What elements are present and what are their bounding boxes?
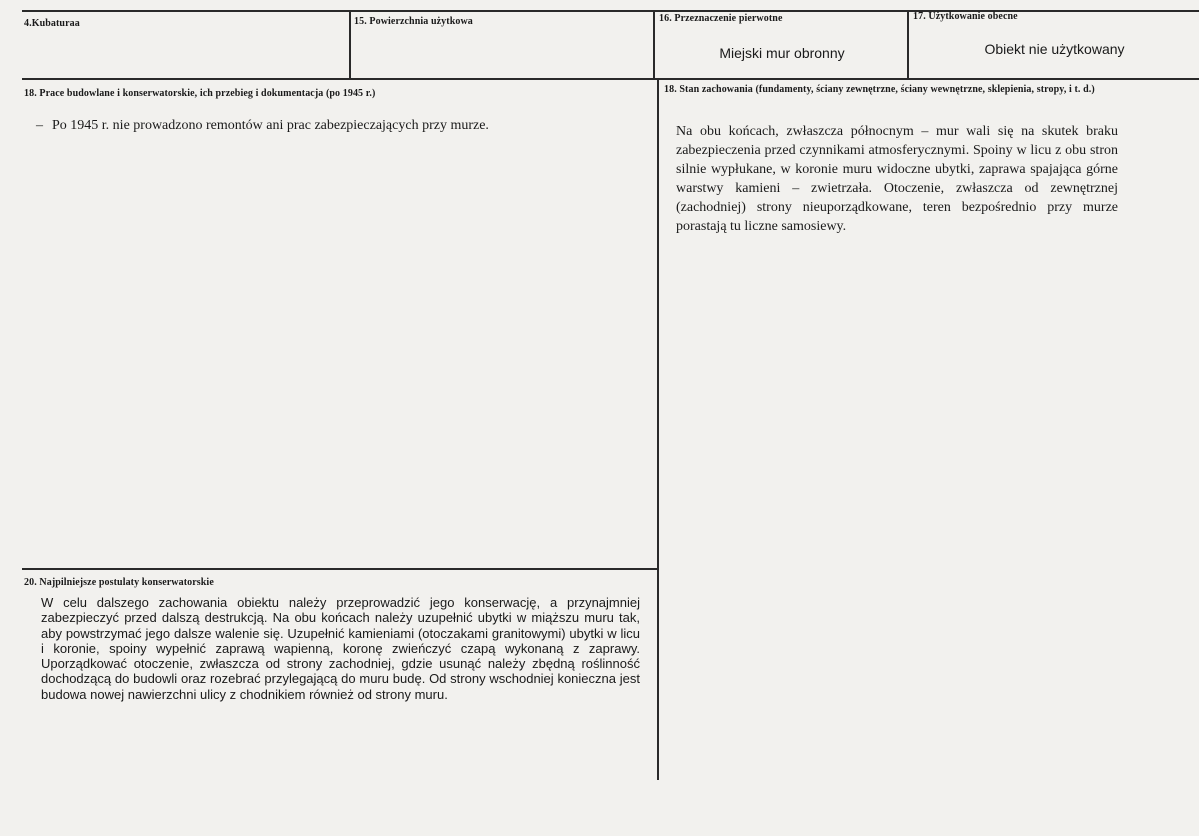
postulaty-text: W celu dalszego zachowania obiektu należy przeprowadzić jego konserwację, a przynajmniej zabezpieczyć przed dalszą destrukcją. Na obu końcach należy uzupełnić ubytki w miąższu muru tak, aby powstrzymać jego dalsze walenie się. Uzupełnić kamieniami (otoczakami granitowymi) ubytki w licu i koronie, spoiny wypełnić zaprawą wapienną, koronę zwieńczyć czapą wykonaną z zaprawy. Uporządkować otoczenie, zwłaszcza od strony zachodniej, gdzie usunąć należy zbędną roślinność dochodzącą do budowli oraz rozebrać przylegającą do muru budę. Od strony wschodniej konieczna jest budowa nowej nawierzchni ulicy z chodnikiem również od strony muru. <box>41 595 640 702</box>
header-row-bottom-border <box>22 78 1199 80</box>
powierzchnia-label: 15. Powierzchnia użytkowa <box>354 16 473 27</box>
prace-item: Po 1945 r. nie prowadzono remontów ani prac zabezpieczających przy murze. <box>52 118 489 133</box>
prace-dash: – <box>36 118 43 133</box>
przeznaczenie-label: 16. Przeznaczenie pierwotne <box>659 13 783 24</box>
postulaty-label: 20. Najpilniejsze postulaty konserwatorskie <box>24 577 214 588</box>
przeznaczenie-value: Miejski mur obronny <box>719 45 845 61</box>
uzytkowanie-label: 17. Użytkowanie obecne <box>913 11 1018 22</box>
divider-kubatura-powierzchnia <box>349 10 351 79</box>
kubatura-label: 4.Kubaturaa <box>24 18 80 29</box>
prace-label: 18. Prace budowlane i konserwatorskie, ich przebieg i dokumentacja (po 1945 r.) <box>24 88 376 99</box>
stan-text: Na obu końcach, zwłaszcza północnym – mur wali się na skutek braku zabezpieczenia przed czynnikami atmosferycznymi. Spoiny w licu z obu stron silnie wypłukane, w koronie muru widoczne ubytki, zaprawa spajająca górne warstwy kamieni – zwietrzała. Otoczenie, zwłaszcza od zewnętrznej (zachodniej) strony nieuporządkowane, teren bezpośrednio przy murze porastają tu liczne samosiewy. <box>676 124 1118 234</box>
stan-label: 18. Stan zachowania (fundamenty, ściany zewnętrzne, ściany wewnętrzne, sklepienia, stropy, i t. d.) <box>664 84 1095 95</box>
divider-przeznaczenie-uzytkowanie <box>907 10 909 79</box>
divider-powierzchnia-przeznaczenie <box>653 10 655 79</box>
uzytkowanie-value: Obiekt nie użytkowany <box>984 41 1125 57</box>
middle-divider-left <box>22 568 658 570</box>
main-vertical-divider <box>657 78 659 780</box>
top-border <box>22 10 1199 12</box>
